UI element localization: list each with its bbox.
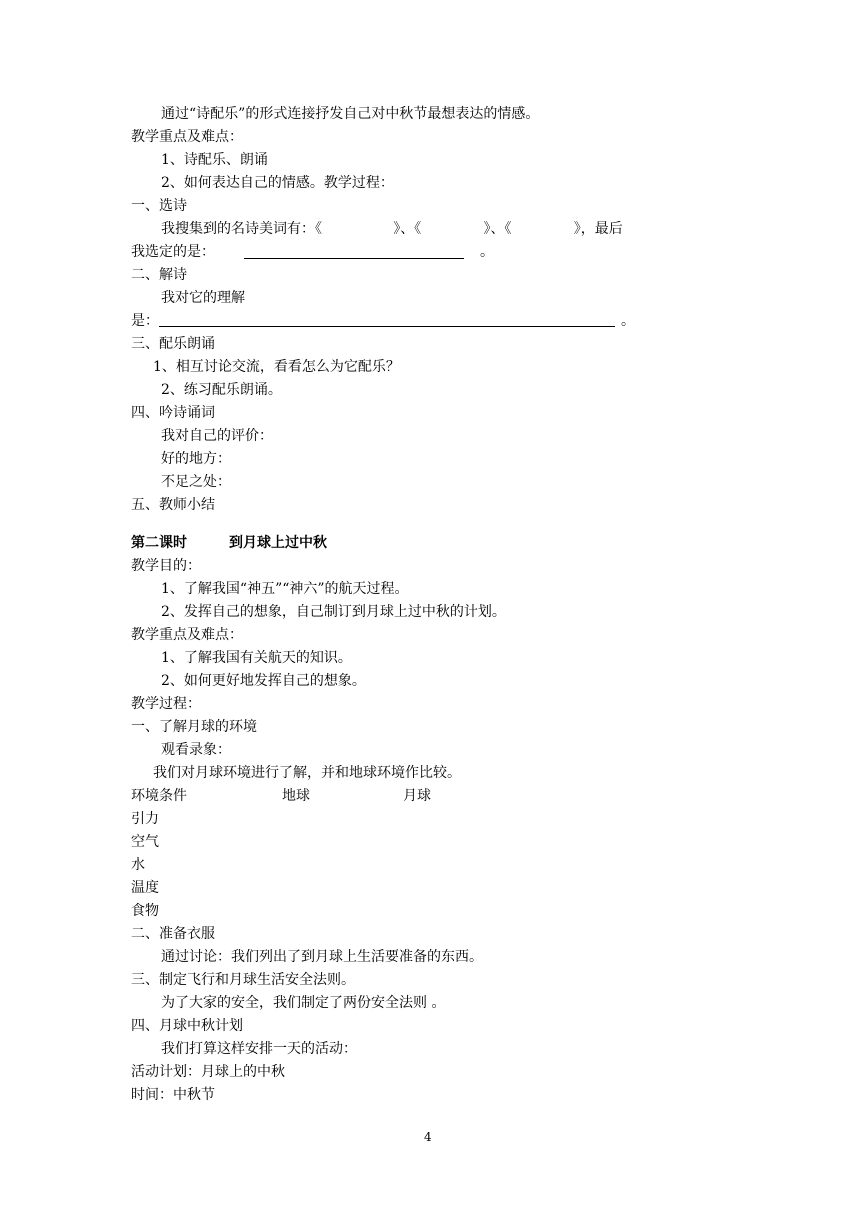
p2-step-1-watch: 观看录象： xyxy=(161,742,231,758)
chosen-blank-line xyxy=(244,258,464,259)
step-4-bad: 不足之处： xyxy=(161,474,231,490)
goal-heading: 教学目的： xyxy=(131,558,201,574)
p2-step-4-text: 我们打算这样安排一天的活动： xyxy=(161,1041,357,1057)
step-3-heading: 三、配乐朗诵 xyxy=(131,336,215,352)
process-heading: 教学过程： xyxy=(131,696,201,712)
focus-item-2: 2、如何表达自己的情感。教学过程： xyxy=(161,175,394,191)
focus-item-2-2: 2、如何更好地发挥自己的想象。 xyxy=(161,673,366,689)
goal-item-2: 2、发挥自己的想象，自己制订到月球上过中秋的计划。 xyxy=(161,604,506,620)
table-row: 空气 xyxy=(131,834,159,850)
table-row: 引力 xyxy=(131,811,159,827)
focus-heading: 教学重点及难点： xyxy=(131,129,243,145)
understanding-blank-line xyxy=(159,326,615,327)
step-1-heading: 一、选诗 xyxy=(131,198,187,214)
step-2-heading: 二、解诗 xyxy=(131,267,187,283)
focus-item-2-1: 1、了解我国有关航天的知识。 xyxy=(161,650,352,666)
step-2-text: 我对它的理解 xyxy=(161,290,245,306)
p2-step-3-heading: 三、制定飞行和月球生活安全法则。 xyxy=(131,972,355,988)
lesson-title: 到月球上过中秋 xyxy=(229,535,327,551)
goal-item-1: 1、了解我国“神五”“神六”的航天过程。 xyxy=(161,581,409,597)
step-4-eval: 我对自己的评价： xyxy=(161,428,273,444)
intro-text: 通过“诗配乐”的形式连接抒发自己对中秋节最想表达的情感。 xyxy=(161,106,540,122)
focus-heading-2: 教学重点及难点： xyxy=(131,627,243,643)
lesson-label: 第二课时 xyxy=(131,535,187,551)
p2-step-2-text: 通过讨论：我们列出了到月球上生活要准备的东西。 xyxy=(161,949,483,965)
table-header-earth: 地球 xyxy=(282,788,310,804)
p2-step-1-compare: 我们对月球环境进行了解，并和地球环境作比较。 xyxy=(153,765,461,781)
step-1-end: 。 xyxy=(480,244,494,260)
table-row: 水 xyxy=(131,857,145,873)
table-row: 食物 xyxy=(131,903,159,919)
step-2-is-label: 是： xyxy=(131,313,159,329)
p2-step-2-heading: 二、准备衣服 xyxy=(131,926,215,942)
time-label: 时间：中秋节 xyxy=(131,1087,215,1103)
step-5-heading: 五、教师小结 xyxy=(131,497,215,513)
step-4-heading: 四、吟诗诵词 xyxy=(131,405,215,421)
page-number: 4 xyxy=(424,1130,432,1144)
step-1-chosen-label: 我选定的是： xyxy=(131,244,215,260)
table-header-moon: 月球 xyxy=(403,788,431,804)
table-header-condition: 环境条件 xyxy=(131,788,187,804)
plan-label: 活动计划：月球上的中秋 xyxy=(131,1064,285,1080)
step-3-item-2: 2、练习配乐朗诵。 xyxy=(161,382,282,398)
p2-step-3-text: 为了大家的安全，我们制定了两份安全法则 。 xyxy=(161,995,446,1011)
p2-step-1-heading: 一、了解月球的环境 xyxy=(131,719,257,735)
step-3-item-1: 1、相互讨论交流，看看怎么为它配乐？ xyxy=(153,359,400,375)
table-row: 温度 xyxy=(131,880,159,896)
step-1-text: 我搜集到的名诗美词有：《 》、《 》、《 》，最后 xyxy=(161,221,623,237)
step-4-good: 好的地方： xyxy=(161,451,231,467)
p2-step-4-heading: 四、月球中秋计划 xyxy=(131,1018,243,1034)
step-2-end: 。 xyxy=(621,313,635,329)
focus-item-1: 1、诗配乐、朗诵 xyxy=(161,152,268,168)
